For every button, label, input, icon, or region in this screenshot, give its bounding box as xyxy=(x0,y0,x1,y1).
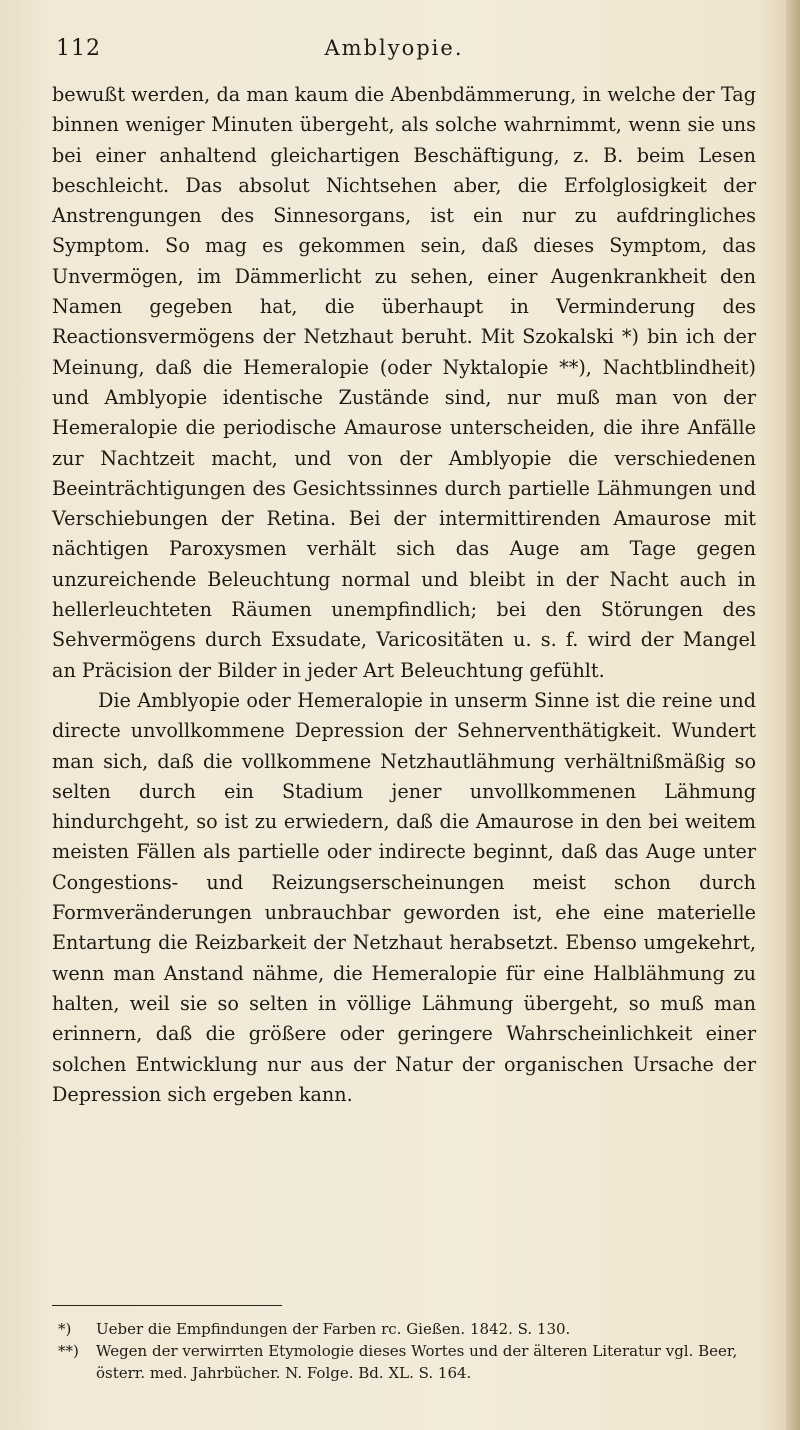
page-header xyxy=(44,36,744,66)
running-title: Amblyopie. xyxy=(324,36,464,60)
page-number: 112 xyxy=(56,36,101,61)
paragraph: Die Amblyopie oder Hemeralopie in unserm Sinne ist die reine und directe unvollkommene Depression der Sehnerventhätigkeit. Wundert man sich, daß die vollkommene Netzhautlähmung verhältnißmäßig so selten durch ein Stadium jener unvollkommenen Lähmung hindurchgeht, so ist zu erwiedern, daß die Amaurose in den bei weitem meisten Fällen als partielle oder indirecte beginnt, daß das Auge unter Congestions- und Reizungserscheinungen meist schon durch Formveränderungen unbrauchbar geworden ist, ehe eine materielle Entartung die Reizbarkeit der Netzhaut herabsetzt. Ebenso umgekehrt, wenn man Anstand nähme, die Hemeralopie für eine Halblähmung zu halten, weil sie so selten in völlige Lähmung übergeht, so muß man erinnern, daß die größere oder geringere Wahrscheinlichkeit einer solchen Entwicklung nur aus der Natur der organischen Ursache der Depression sich ergeben kann. xyxy=(52,688,756,1106)
paragraph: bewußt werden, da man kaum die Abenbdämmerung, in welche der Tag binnen weniger Minuten übergeht, als solche wahrnimmt, wenn sie uns bei einer anhaltend gleichartigen Beschäftigung, z. B. beim Lesen beschleicht. Das absolut Nichtsehen aber, die Erfolglosigkeit der Anstrengungen des Sinnesorgans, ist ein nur zu aufdringliches Symptom. So mag es gekommen sein, daß dieses Symptom, das Unvermögen, im Dämmerlicht zu sehen, einer Augenkrankheit den Namen gegeben hat, die überhaupt in Verminderung des Reactionsvermögens der Netzhaut beruht. Mit Szokalski *) bin ich der Meinung, daß die Hemeralopie (oder Nyktalopie **), Nachtblindheit) und Amblyopie identische Zustände sind, nur muß man von der Hemeralopie die periodische Amaurose unterscheiden, die ihre Anfälle zur Nachtzeit macht, und von der Amblyopie die verschiedenen Beeinträchtigungen des Gesichtssinnes durch partielle Lähmungen und Verschiebungen der Retina. Bei der intermittirenden Amaurose mit nächtigen Paroxysmen verhält sich das Auge am Tage gegen unzureichende Beleuchtung normal und bleibt in der Nacht auch in hellerleuchteten Räumen unempfindlich; bei den Störungen des Sehvermögens durch Exsudate, Varicositäten u. s. f. wird der Mangel an Präcision der Bilder in jeder Art Beleuchtung gefühlt. xyxy=(52,83,756,682)
footnote xyxy=(52,1318,756,1340)
footnotes xyxy=(52,1318,756,1384)
footnote-mark: *) xyxy=(58,1320,72,1338)
body-text xyxy=(52,80,756,1110)
footnote-rule xyxy=(52,1305,282,1306)
footnote xyxy=(52,1340,756,1384)
footnote-text: Wegen der verwirrten Etymologie dieses Wortes und der älteren Literatur vgl. Beer, österr. med. Jahrbücher. N. Folge. Bd. XL. S. 164. xyxy=(96,1342,738,1382)
footnote-mark: **) xyxy=(58,1342,79,1360)
footnote-text: Ueber die Empfindungen der Farben rc. Gießen. 1842. S. 130. xyxy=(96,1320,571,1338)
page-edge xyxy=(786,0,800,1430)
